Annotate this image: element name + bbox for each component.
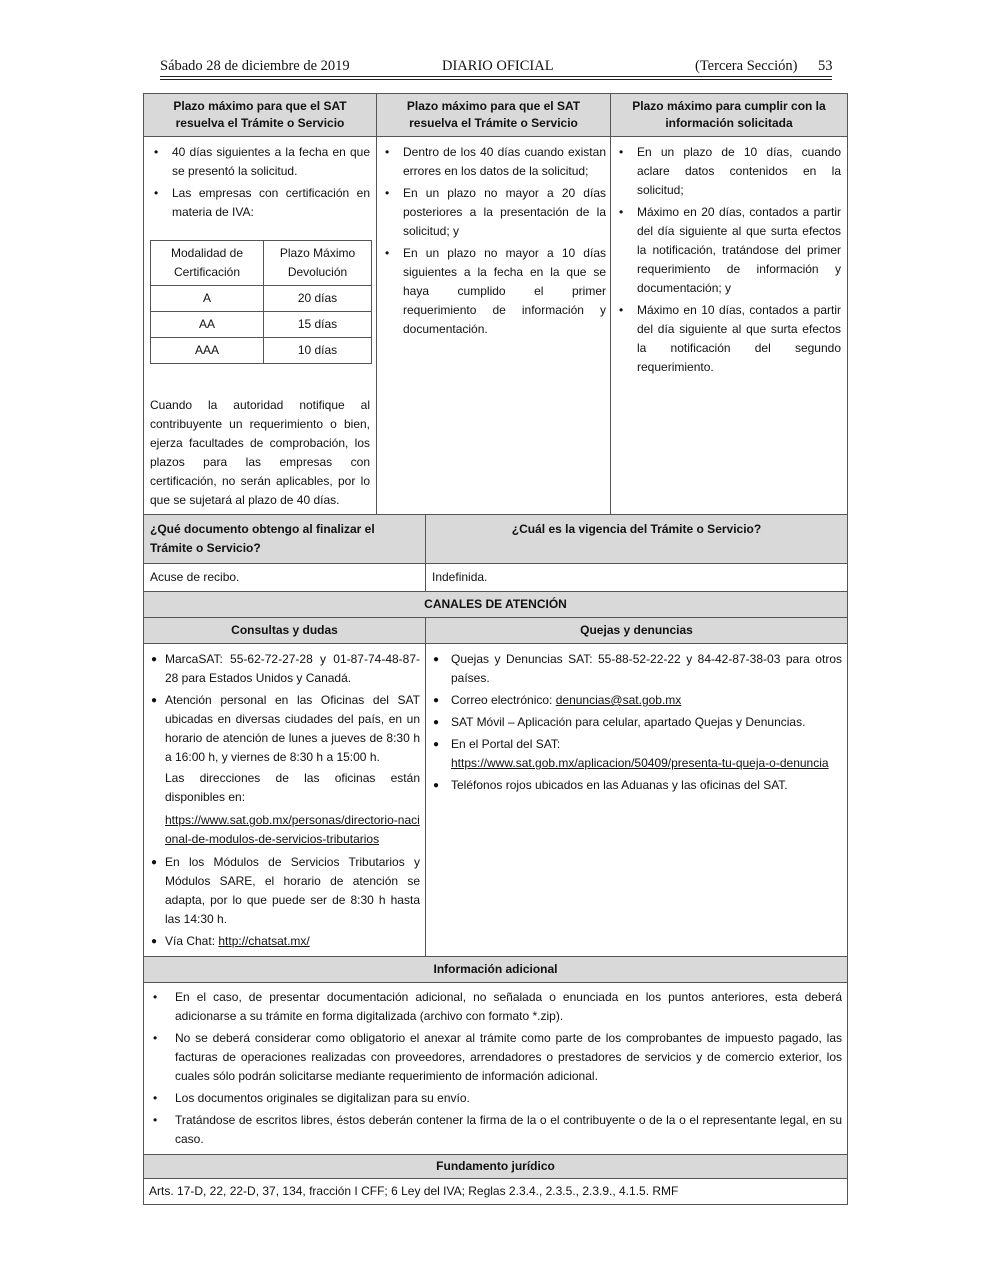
list-item: • Las empresas con certificación en materia de IVA:	[150, 184, 370, 222]
table-cell: 20 días	[264, 286, 372, 312]
list-item: • 40 días siguientes a la fecha en que se presentó la solicitud.	[150, 143, 370, 181]
certification-table	[150, 240, 372, 364]
list-item: • En un plazo de 10 días, cuando aclare datos contenidos en la solicitud;	[615, 143, 841, 200]
plazo-sat-content-1	[144, 137, 377, 514]
table-cell: A	[151, 286, 264, 312]
info-content	[144, 983, 847, 1154]
list-item: • En un plazo no mayor a 20 días posteriores a la presentación de la solicitud; y	[381, 184, 606, 241]
canales-title-row	[143, 591, 848, 617]
portal-text: En el Portal del SAT:	[451, 737, 561, 751]
atencion-text: Atención personal en las Oficinas del SAT ubicadas en diversas ciudades del país, en un horario de atención de lunes a jueves de 8:30 h a 16:00 h, y viernes de 8:30 h a 15:00 h.	[165, 693, 420, 764]
header-page-number: 53	[818, 58, 833, 74]
info-title: Información adicional	[144, 957, 847, 982]
fundamento-content-row	[143, 1178, 848, 1205]
consultas-title: Consultas y dudas	[144, 618, 426, 643]
direcciones-link-wrap	[149, 811, 420, 849]
plazo-sat-content-2	[377, 137, 611, 514]
quejas-title: Quejas y denuncias	[426, 618, 847, 643]
chat-link[interactable]: http://chatsat.mx/	[218, 934, 310, 948]
header-publication: DIARIO OFICIAL	[442, 58, 554, 74]
list-item	[431, 735, 842, 773]
table-header: Modalidad de Certificación	[151, 241, 264, 286]
header-rule	[160, 76, 832, 77]
list-item: • Dentro de los 40 días cuando existan errores en los datos de la solicitud;	[381, 143, 606, 181]
list-item: • No se deberá considerar como obligatorio el anexar al trámite como parte de los comprobantes de impuesto pagado, las facturas de operaciones realizadas con proveedores, arrendadores o prestadores de servicios y de comercio exterior, los cuales sólo podrán solicitarse mediante requerimiento de información adicional.	[149, 1029, 842, 1086]
list-item: • Los documentos originales se digitalizan para su envío.	[149, 1089, 842, 1108]
table-header: Plazo Máximo Devolución	[264, 241, 372, 286]
correo-link[interactable]: denuncias@sat.gob.mx	[555, 693, 682, 707]
documento-answer-row	[143, 563, 848, 591]
documento-question: ¿Qué documento obtengo al finalizar el Trámite o Servicio?	[144, 515, 426, 563]
canales-title: CANALES DE ATENCIÓN	[144, 592, 847, 617]
vigencia-question: ¿Cuál es la vigencia del Trámite o Servicio?	[426, 515, 847, 563]
list-item: • En un plazo no mayor a 10 días siguientes a la fecha en la que se haya cumplido el primer requerimiento de información y documentación.	[381, 244, 606, 339]
direcciones-text: Las direcciones de las oficinas están disponibles en:	[165, 771, 420, 804]
plazo-sat-header-1: Plazo máximo para que el SAT resuelva el Trámite o Servicio	[144, 94, 377, 136]
consultas-content	[144, 644, 426, 956]
documento-header-row	[143, 514, 848, 563]
list-item: ● Quejas y Denuncias SAT: 55-88-52-22-22 y 84-42-87-38-03 para otros países.	[431, 650, 842, 688]
list-item	[149, 691, 420, 767]
documento-answer: Acuse de recibo.	[144, 564, 426, 591]
info-title-row	[143, 956, 848, 982]
fundamento-title: Fundamento jurídico	[144, 1155, 847, 1178]
plazo-sat-header-2: Plazo máximo para que el SAT resuelva el Trámite o Servicio	[377, 94, 611, 136]
plazos-header-row	[143, 93, 848, 136]
plazos-content-row	[143, 136, 848, 514]
list-item: • En el caso, de presentar documentación adicional, no señalada o enunciada en los puntos anteriores, esta deberá adicionarse a su trámite en forma digitalizada (archivo con formato *.zip).	[149, 988, 842, 1026]
document-table	[143, 93, 848, 1205]
correo-prefix: Correo electrónico:	[451, 693, 556, 707]
page-header	[160, 56, 832, 78]
list-item: ● SAT Móvil – Aplicación para celular, apartado Quejas y Denuncias.	[431, 713, 842, 732]
header-rule	[160, 79, 832, 80]
list-item: • Máximo en 10 días, contados a partir del día siguiente al que surta efectos la notificación del segundo requerimiento.	[615, 301, 841, 377]
list-item: ● Teléfonos rojos ubicados en las Aduanas y las oficinas del SAT.	[431, 776, 842, 795]
info-content-row	[143, 982, 848, 1154]
plazo-cumplir-header: Plazo máximo para cumplir con la información solicitada	[611, 94, 847, 136]
portal-link[interactable]: https://www.sat.gob.mx/aplicacion/50409/presenta-tu-queja-o-denuncia	[451, 756, 829, 770]
list-item: ● En los Módulos de Servicios Tributarios y Módulos SARE, el horario de atención se adapta, por lo que puede ser de 8:30 h hasta las 14:30 h.	[149, 853, 420, 929]
certification-note: Cuando la autoridad notifique al contribuyente un requerimiento o bien, ejerza facultades de comprobación, los plazos para las empresas con certificación, no serán aplicables, por lo que se sujetará al plazo de 40 días.	[150, 398, 370, 507]
table-cell: 10 días	[264, 338, 372, 364]
canales-header-row	[143, 617, 848, 643]
fundamento-text: Arts. 17-D, 22, 22-D, 37, 134, fracción I CFF; 6 Ley del IVA; Reglas 2.3.4., 2.3.5., 2.3.9., 4.1.5. RMF	[149, 1184, 679, 1198]
quejas-content	[426, 644, 847, 956]
table-cell: 15 días	[264, 312, 372, 338]
list-item: ● MarcaSAT: 55-62-72-27-28 y 01-87-74-48-87-28 para Estados Unidos y Canadá.	[149, 650, 420, 688]
list-item	[431, 691, 842, 710]
header-date: Sábado 28 de diciembre de 2019	[160, 58, 350, 74]
directorio-link[interactable]: https://www.sat.gob.mx/personas/directorio-nacional-de-modulos-de-servicios-tributarios	[165, 813, 420, 846]
list-item: • Tratándose de escritos libres, éstos deberán contener la firma de la o el contribuyente o de la o el representante legal, en su caso.	[149, 1111, 842, 1149]
plazo-cumplir-content	[611, 137, 847, 514]
list-item: • Máximo en 20 días, contados a partir del día siguiente al que surta efectos la notificación, tratándose del primer requerimiento de información y documentación; y	[615, 203, 841, 298]
chat-prefix: Vía Chat:	[165, 934, 219, 948]
header-section: (Tercera Sección)	[695, 58, 798, 74]
list-item	[149, 932, 420, 951]
fundamento-title-row	[143, 1154, 848, 1178]
table-cell: AA	[151, 312, 264, 338]
table-cell: AAA	[151, 338, 264, 364]
canales-content-row	[143, 643, 848, 956]
vigencia-answer: Indefinida.	[432, 570, 488, 584]
